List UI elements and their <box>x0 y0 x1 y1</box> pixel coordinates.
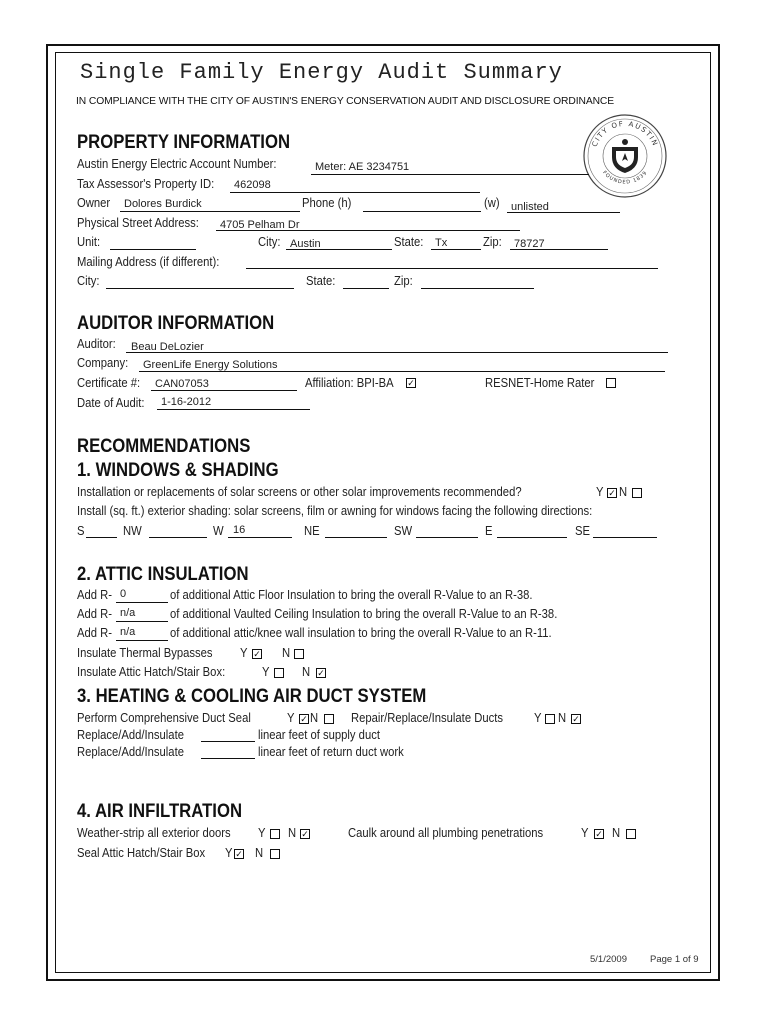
return-label: Replace/Add/Insulate <box>77 745 184 759</box>
owner-field[interactable]: Dolores Burdick <box>124 198 202 210</box>
bypass-label: Insulate Thermal Bypasses <box>77 646 213 660</box>
windows-q1-n-label: N <box>619 485 628 499</box>
account-label: Austin Energy Electric Account Number: <box>77 157 277 171</box>
zip2-label: Zip: <box>394 274 413 288</box>
phone-h-field[interactable] <box>363 211 481 212</box>
duct-seal-no-checkbox[interactable] <box>324 714 334 724</box>
attic-r2-text: of additional Vaulted Ceiling Insulation to bring the overall R-Value to an R-38. <box>170 607 558 621</box>
caulk-n-label: N <box>612 826 621 840</box>
phone-w-field[interactable]: unlisted <box>511 201 549 213</box>
cert-field[interactable]: CAN07053 <box>155 378 209 390</box>
dir-e-field[interactable] <box>497 537 567 538</box>
hatch-yes-checkbox[interactable] <box>274 668 284 678</box>
duct-repair-yes-checkbox[interactable] <box>545 714 555 724</box>
caulk-no-checkbox[interactable] <box>626 829 636 839</box>
duct-seal-n-label: N <box>310 711 319 725</box>
seal-bottom-text: FOUNDED 1839 <box>601 169 649 186</box>
duct-repair-no-checkbox[interactable]: ✓ <box>572 714 580 724</box>
attic-r1-text: of additional Attic Floor Insulation to bring the overall R-Value to an R-38. <box>170 588 533 602</box>
tax-field[interactable]: 462098 <box>234 179 271 191</box>
weather-yes-checkbox[interactable] <box>270 829 280 839</box>
hatch-label: Insulate Attic Hatch/Stair Box: <box>77 665 226 679</box>
date-line <box>157 409 310 410</box>
supply-text: linear feet of supply duct <box>258 728 380 742</box>
affiliation-checkbox[interactable]: ✓ <box>407 378 415 388</box>
subtitle: IN COMPLIANCE WITH THE CITY OF AUSTIN'S ENERGY CONSERVATION AUDIT AND DISCLOSURE ORDINANCE <box>76 96 615 107</box>
auditor-field[interactable]: Beau DeLozier <box>131 341 204 353</box>
attic-r3-add-label: Add R- <box>77 626 113 640</box>
seal-top-text: CITY OF AUSTIN <box>590 119 660 149</box>
bypass-n-label: N <box>282 646 291 660</box>
bypass-yes-checkbox[interactable]: ✓ <box>253 649 261 659</box>
supply-label: Replace/Add/Insulate <box>77 728 184 742</box>
seal-hatch-yes-checkbox[interactable]: ✓ <box>235 849 243 859</box>
weather-n-label: N <box>288 826 297 840</box>
state2-field[interactable] <box>343 288 389 289</box>
attic-r2-line <box>116 621 168 622</box>
account-line <box>311 174 589 175</box>
affiliation-label: Affiliation: BPI-BA <box>305 376 394 390</box>
tax-line <box>230 192 480 193</box>
duct-seal-label: Perform Comprehensive Duct Seal <box>77 711 251 725</box>
attic-r2-add-label: Add R- <box>77 607 113 621</box>
state-label: State: <box>394 235 424 249</box>
recommendations-heading: RECOMMENDATIONS <box>77 436 251 457</box>
attic-r1-line <box>116 602 168 603</box>
caulk-label: Caulk around all plumbing penetrations <box>348 826 544 840</box>
dir-se-label: SE <box>575 524 591 538</box>
state2-label: State: <box>306 274 336 288</box>
supply-field[interactable] <box>201 741 255 742</box>
attic-r1-field[interactable]: 0 <box>120 588 127 600</box>
resnet-label: RESNET-Home Rater <box>485 376 595 390</box>
dir-nw-field[interactable] <box>149 537 207 538</box>
city-field[interactable]: Austin <box>290 238 321 250</box>
windows-q2: Install (sq. ft.) exterior shading: solar screens, film or awning for windows facing the following directions: <box>77 504 593 518</box>
dir-e-label: E <box>485 524 493 538</box>
windows-q1: Installation or replacements of solar screens or other solar improvements recommended? <box>77 485 522 499</box>
seal-hatch-n-label: N <box>255 846 264 860</box>
bypass-no-checkbox[interactable] <box>294 649 304 659</box>
company-field[interactable]: GreenLife Energy Solutions <box>143 359 278 371</box>
dir-sw-label: SW <box>394 524 413 538</box>
auditor-label: Auditor: <box>77 337 116 351</box>
resnet-checkbox[interactable] <box>606 378 616 388</box>
auditor-heading: AUDITOR INFORMATION <box>77 313 275 334</box>
return-text: linear feet of return duct work <box>258 745 404 759</box>
windows-q1-yes-checkbox[interactable]: ✓ <box>608 488 616 498</box>
attic-heading: 2. ATTIC INSULATION <box>77 564 249 585</box>
windows-heading: 1. WINDOWS & SHADING <box>77 460 279 481</box>
attic-r3-field[interactable]: n/a <box>120 626 136 638</box>
zip-label: Zip: <box>483 235 502 249</box>
infiltration-heading: 4. AIR INFILTRATION <box>77 801 243 822</box>
duct-repair-n-label: N <box>558 711 567 725</box>
page-title: Single Family Energy Audit Summary <box>80 60 563 85</box>
hatch-no-checkbox[interactable]: ✓ <box>317 668 325 678</box>
duct-heading: 3. HEATING & COOLING AIR DUCT SYSTEM <box>77 686 427 707</box>
seal-hatch-no-checkbox[interactable] <box>270 849 280 859</box>
caulk-yes-checkbox[interactable]: ✓ <box>595 829 603 839</box>
tax-label: Tax Assessor's Property ID: <box>77 177 215 191</box>
caulk-y-label: Y <box>581 826 589 840</box>
owner-line <box>120 211 300 212</box>
duct-repair-y-label: Y <box>534 711 542 725</box>
footer-date: 5/1/2009 <box>590 954 627 965</box>
dir-w-label: W <box>213 524 224 538</box>
account-field[interactable]: Meter: AE 3234751 <box>315 161 410 173</box>
duct-seal-y-label: Y <box>287 711 295 725</box>
dir-se-field[interactable] <box>593 537 657 538</box>
dir-s-label: S <box>77 524 85 538</box>
company-line <box>139 371 665 372</box>
windows-q1-no-checkbox[interactable] <box>632 488 642 498</box>
footer-page: Page 1 of 9 <box>650 954 699 965</box>
dir-nw-label: NW <box>123 524 142 538</box>
city-label: City: <box>258 235 281 249</box>
date-field[interactable]: 1-16-2012 <box>161 396 212 408</box>
unit-label: Unit: <box>77 235 101 249</box>
company-label: Company: <box>77 356 129 370</box>
auditor-line <box>126 352 668 353</box>
seal-hatch-label: Seal Attic Hatch/Stair Box <box>77 846 206 860</box>
mailing-field[interactable] <box>246 268 658 269</box>
cert-label: Certificate #: <box>77 376 141 390</box>
zip-field[interactable]: 78727 <box>514 238 545 250</box>
dir-ne-field[interactable] <box>325 537 387 538</box>
duct-seal-yes-checkbox[interactable]: ✓ <box>300 714 308 724</box>
phone-w-label: (w) <box>484 196 500 210</box>
dir-ne-label: NE <box>304 524 320 538</box>
zip2-field[interactable] <box>421 288 534 289</box>
street-field[interactable]: 4705 Pelham Dr <box>220 219 300 231</box>
owner-label: Owner <box>77 196 111 210</box>
seal-hatch-y-label: Y <box>225 846 233 860</box>
attic-r2-field[interactable]: n/a <box>120 607 136 619</box>
street-label: Physical Street Address: <box>77 216 199 230</box>
dir-s-field[interactable] <box>86 537 117 538</box>
attic-r1-add-label: Add R- <box>77 588 113 602</box>
city2-field[interactable] <box>106 288 294 289</box>
city2-label: City: <box>77 274 100 288</box>
city-seal-logo <box>582 113 668 199</box>
bypass-y-label: Y <box>240 646 248 660</box>
duct-repair-label: Repair/Replace/Insulate Ducts <box>351 711 503 725</box>
mailing-label: Mailing Address (if different): <box>77 255 220 269</box>
unit-field[interactable] <box>110 249 196 250</box>
weather-no-checkbox[interactable]: ✓ <box>301 829 309 839</box>
dir-sw-field[interactable] <box>416 537 478 538</box>
state-field[interactable]: Tx <box>435 237 448 249</box>
attic-r3-text: of additional attic/knee wall insulation to bring the overall R-Value to an R-11. <box>170 626 552 640</box>
attic-r3-line <box>116 640 168 641</box>
property-heading: PROPERTY INFORMATION <box>77 132 291 153</box>
dir-w-line <box>228 537 292 538</box>
weather-y-label: Y <box>258 826 266 840</box>
weather-label: Weather-strip all exterior doors <box>77 826 231 840</box>
cert-line <box>151 390 297 391</box>
dir-w-field[interactable]: 16 <box>233 524 246 536</box>
return-field[interactable] <box>201 758 255 759</box>
date-label: Date of Audit: <box>77 396 145 410</box>
state-line <box>431 249 481 250</box>
windows-q1-y-label: Y <box>596 485 604 499</box>
hatch-y-label: Y <box>262 665 270 679</box>
hatch-n-label: N <box>302 665 311 679</box>
phone-h-label: Phone (h) <box>302 196 352 210</box>
